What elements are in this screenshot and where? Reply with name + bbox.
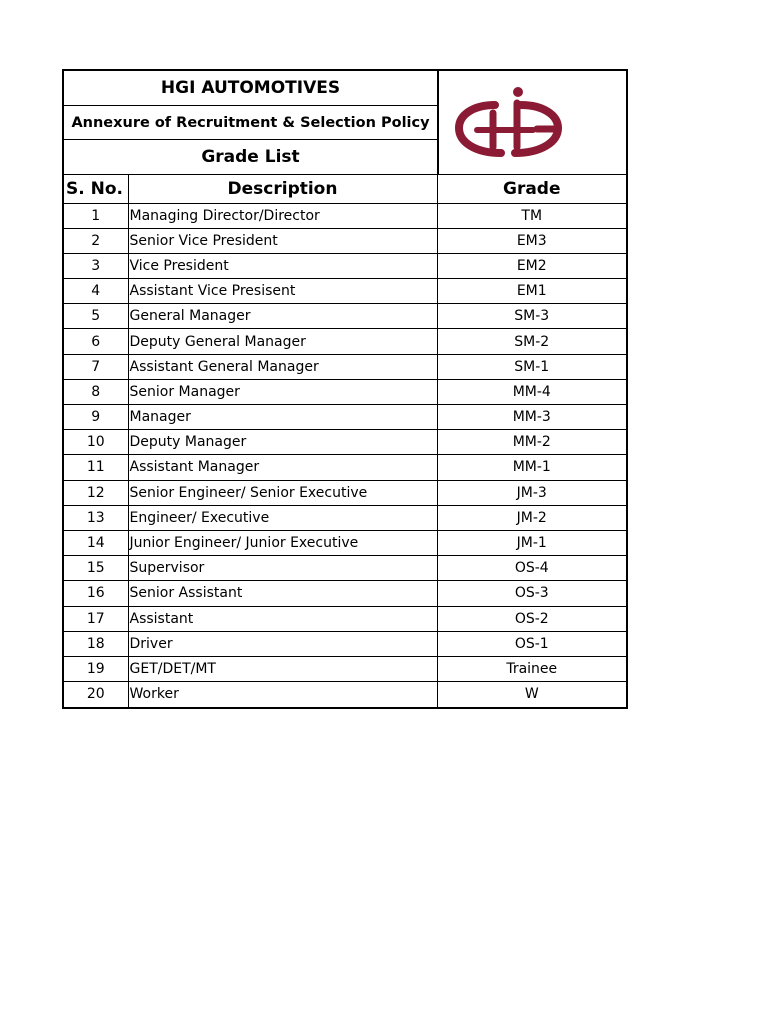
cell-sno: 20	[64, 682, 128, 707]
table-row	[64, 430, 626, 455]
cell-sno: 11	[64, 455, 128, 480]
cell-sno: 10	[64, 430, 128, 455]
table-row	[64, 253, 626, 278]
table-row	[64, 631, 626, 656]
cell-grade: JM-3	[437, 480, 626, 505]
cell-grade: EM3	[437, 228, 626, 253]
cell-grade: JM-1	[437, 530, 626, 555]
cell-description: Managing Director/Director	[128, 203, 437, 228]
table-row	[64, 203, 626, 228]
cell-description: Worker	[128, 682, 437, 707]
cell-grade: EM1	[437, 279, 626, 304]
cell-sno: 7	[64, 354, 128, 379]
cell-description: GET/DET/MT	[128, 656, 437, 681]
table-row	[64, 556, 626, 581]
table-row	[64, 656, 626, 681]
grade-table	[64, 175, 626, 707]
cell-description: General Manager	[128, 304, 437, 329]
cell-description: Manager	[128, 405, 437, 430]
table-row	[64, 329, 626, 354]
cell-description: Driver	[128, 631, 437, 656]
header-titles	[64, 71, 439, 174]
cell-description: Assistant Manager	[128, 455, 437, 480]
cell-grade: OS-2	[437, 606, 626, 631]
company-logo	[455, 85, 563, 161]
policy-title: Annexure of Recruitment & Selection Policy	[64, 105, 437, 140]
table-row	[64, 228, 626, 253]
cell-sno: 18	[64, 631, 128, 656]
cell-sno: 3	[64, 253, 128, 278]
table-row	[64, 304, 626, 329]
cell-sno: 19	[64, 656, 128, 681]
cell-grade: OS-4	[437, 556, 626, 581]
table-row	[64, 455, 626, 480]
cell-description: Junior Engineer/ Junior Executive	[128, 530, 437, 555]
table-row	[64, 379, 626, 404]
cell-grade: W	[437, 682, 626, 707]
cell-sno: 4	[64, 279, 128, 304]
cell-description: Senior Manager	[128, 379, 437, 404]
table-row	[64, 480, 626, 505]
cell-grade: SM-3	[437, 304, 626, 329]
company-name: HGI AUTOMOTIVES	[160, 77, 341, 98]
column-header-description: Description	[128, 175, 437, 203]
cell-grade: MM-2	[437, 430, 626, 455]
cell-grade: TM	[437, 203, 626, 228]
cell-grade: Trainee	[437, 656, 626, 681]
table-row	[64, 354, 626, 379]
cell-grade: SM-1	[437, 354, 626, 379]
cell-grade: SM-2	[437, 329, 626, 354]
table-row	[64, 505, 626, 530]
page-title: Grade List	[64, 139, 437, 174]
cell-grade: MM-1	[437, 455, 626, 480]
cell-description: Senior Engineer/ Senior Executive	[128, 480, 437, 505]
cell-grade: OS-3	[437, 581, 626, 606]
table-row	[64, 581, 626, 606]
cell-description: Deputy Manager	[128, 430, 437, 455]
cell-sno: 16	[64, 581, 128, 606]
column-header-grade: Grade	[437, 175, 626, 203]
cell-description: Senior Vice President	[128, 228, 437, 253]
cell-sno: 8	[64, 379, 128, 404]
cell-sno: 6	[64, 329, 128, 354]
cell-sno: 1	[64, 203, 128, 228]
column-header-sno: S. No.	[64, 175, 128, 203]
table-row	[64, 279, 626, 304]
cell-description: Assistant Vice Presisent	[128, 279, 437, 304]
cell-grade: EM2	[437, 253, 626, 278]
cell-sno: 17	[64, 606, 128, 631]
cell-description: Assistant General Manager	[128, 354, 437, 379]
cell-description: Deputy General Manager	[128, 329, 437, 354]
cell-grade: MM-3	[437, 405, 626, 430]
cell-description: Vice President	[128, 253, 437, 278]
cell-grade: JM-2	[437, 505, 626, 530]
cell-sno: 15	[64, 556, 128, 581]
grade-list-sheet	[62, 69, 628, 709]
cell-sno: 9	[64, 405, 128, 430]
table-row	[64, 530, 626, 555]
table-row	[64, 682, 626, 707]
cell-sno: 13	[64, 505, 128, 530]
cell-grade: MM-4	[437, 379, 626, 404]
logo-cell	[439, 71, 626, 174]
table-header-row	[64, 175, 626, 203]
cell-description: Engineer/ Executive	[128, 505, 437, 530]
cell-sno: 5	[64, 304, 128, 329]
cell-description: Supervisor	[128, 556, 437, 581]
table-row	[64, 405, 626, 430]
cell-sno: 2	[64, 228, 128, 253]
cell-description: Senior Assistant	[128, 581, 437, 606]
cell-sno: 14	[64, 530, 128, 555]
cell-sno: 12	[64, 480, 128, 505]
table-row	[64, 606, 626, 631]
cell-grade: OS-1	[437, 631, 626, 656]
sheet-header	[64, 71, 626, 175]
cell-description: Assistant	[128, 606, 437, 631]
